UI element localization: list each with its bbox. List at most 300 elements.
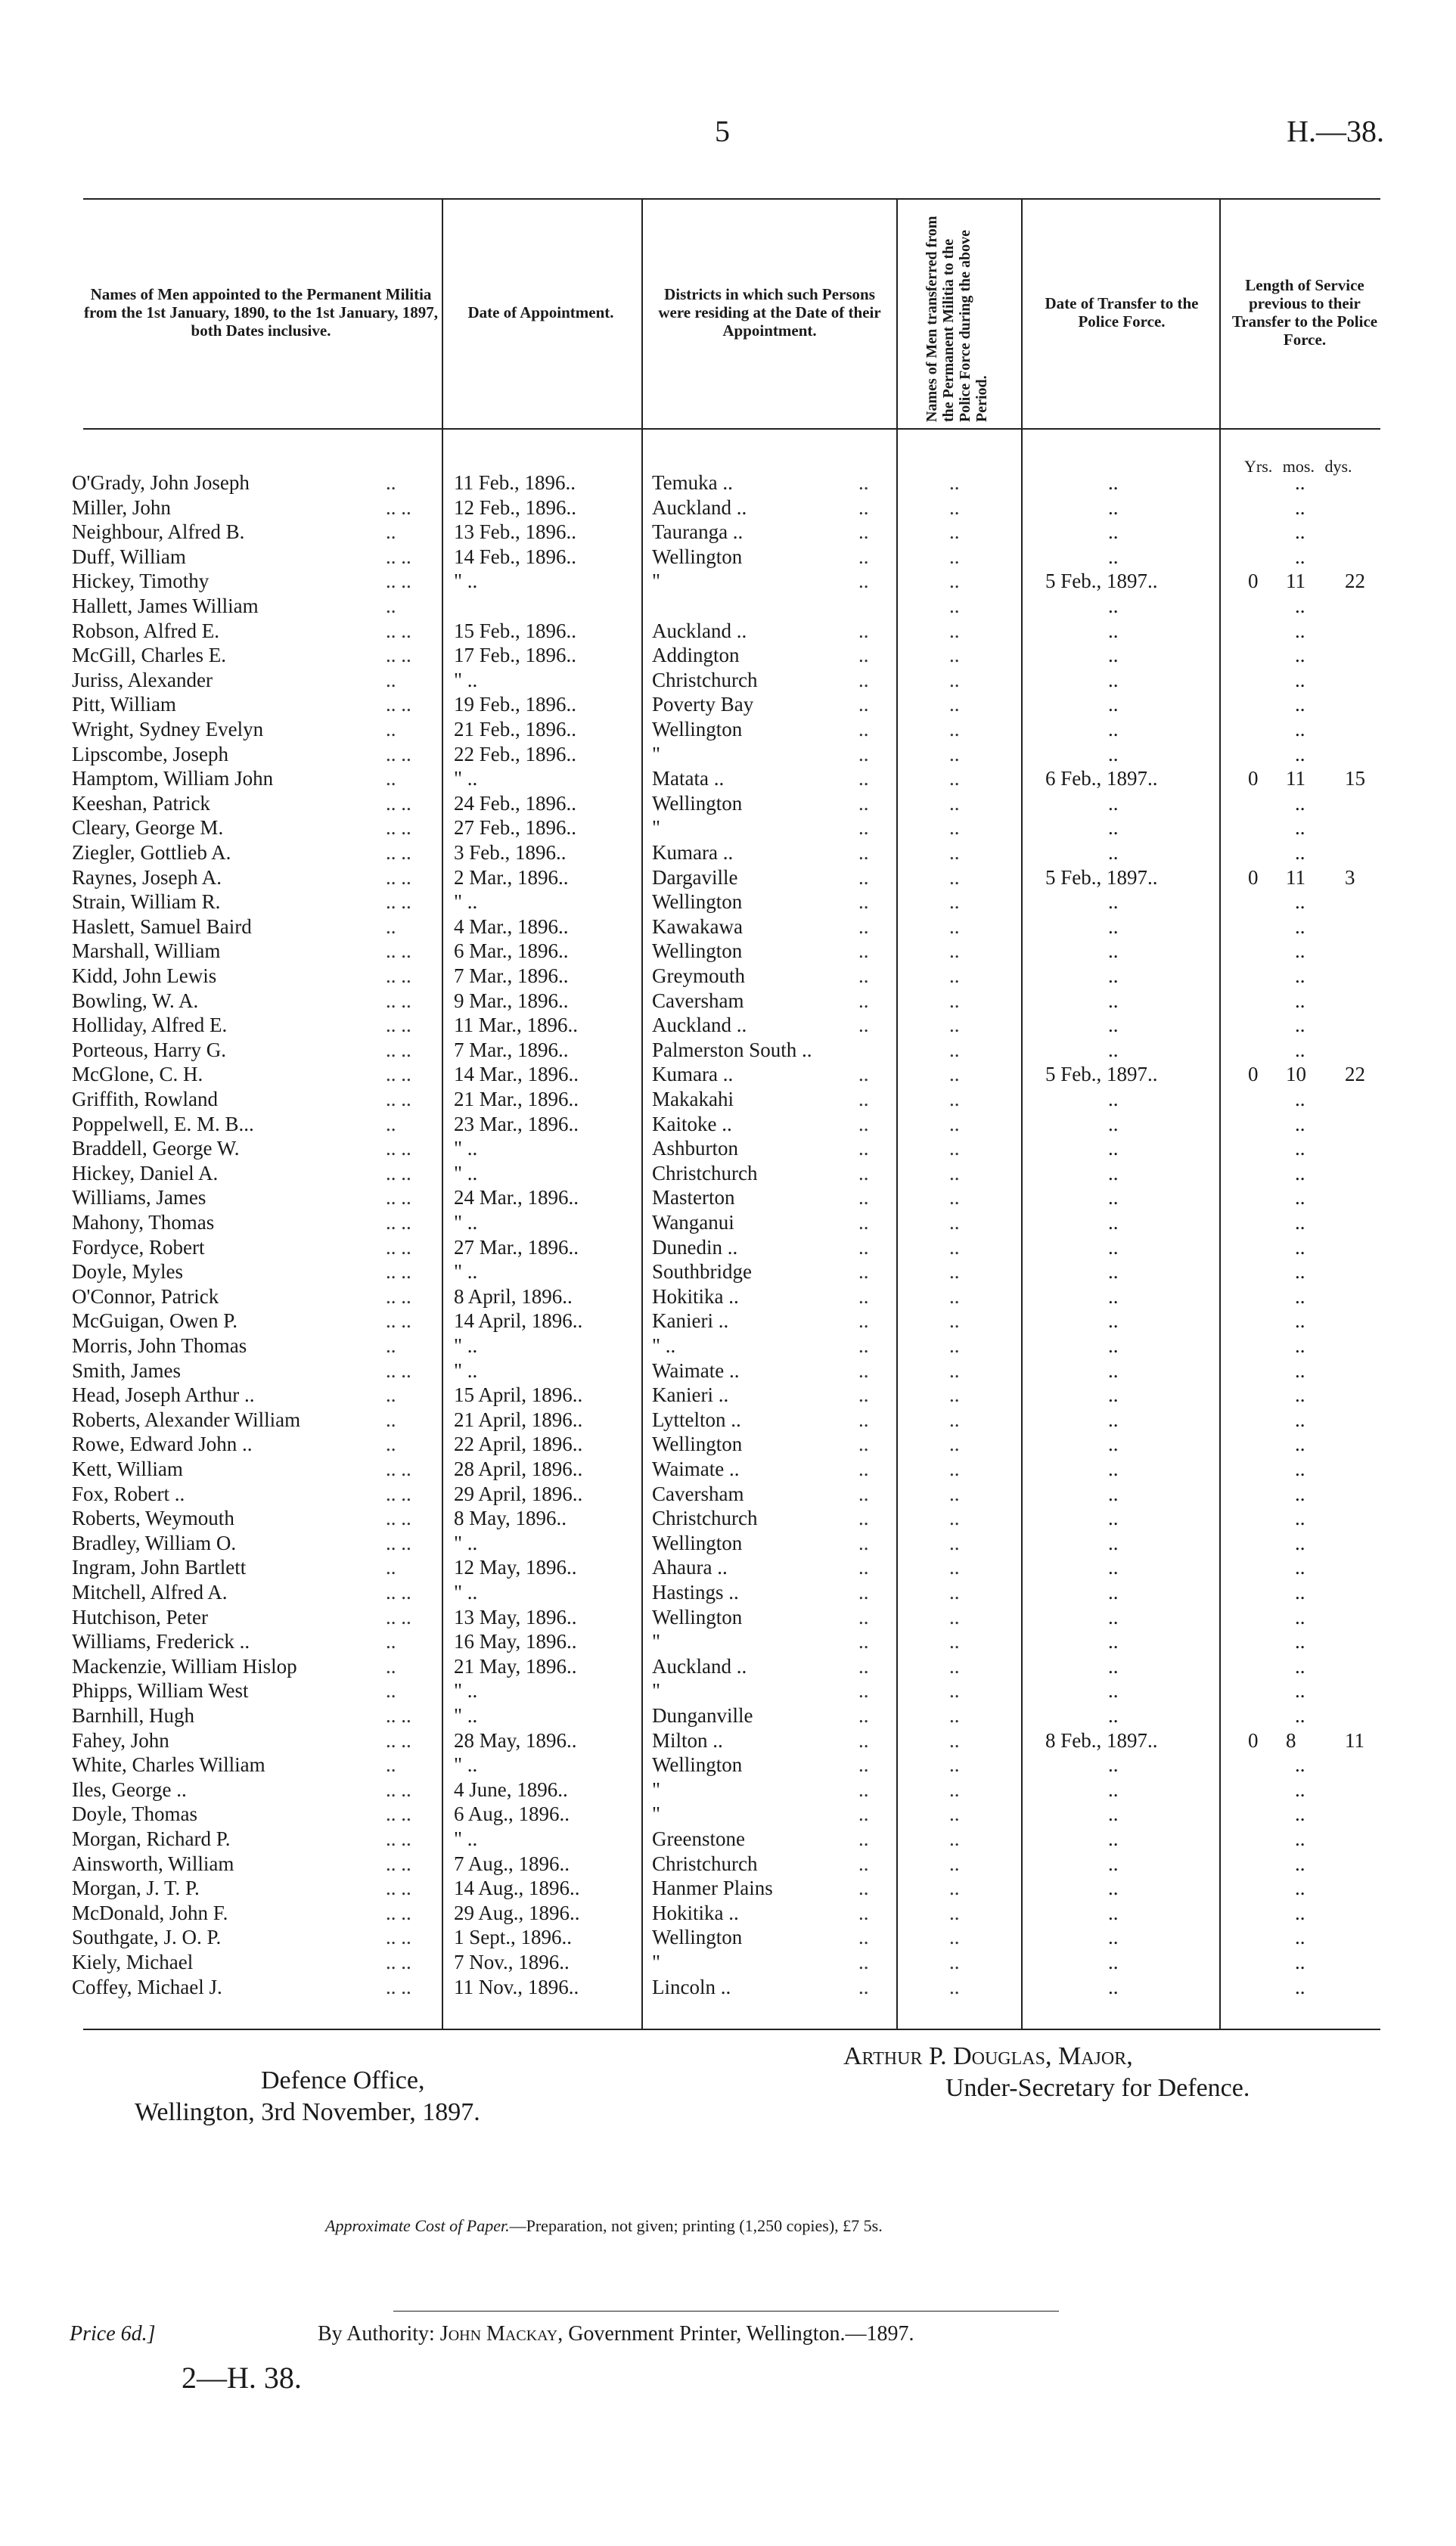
table-row <box>0 1358 1456 1383</box>
leader-dots: .. <box>858 1802 869 1826</box>
transfer-date: 8 Feb., 1897.. <box>1045 1728 1158 1752</box>
person-name: Hallett, James William <box>72 595 259 617</box>
service-years: 0 <box>1248 570 1259 593</box>
appointment-date: " .. <box>454 570 478 593</box>
leader-dots: .. <box>949 471 960 494</box>
district: Kaitoke .. <box>652 1112 732 1135</box>
leader-dots: .. <box>858 1556 869 1579</box>
leader-dots: .. .. <box>386 1827 411 1850</box>
transfer-date: .. <box>1108 1802 1119 1826</box>
district: Kawakawa <box>652 914 743 938</box>
leader-dots: .. <box>858 841 869 864</box>
leader-dots: .. <box>949 1063 960 1086</box>
table-row <box>0 1038 1456 1063</box>
district: Wellington <box>652 1531 743 1554</box>
leader-dots: .. <box>858 1531 869 1554</box>
district: Wellington <box>652 791 743 815</box>
table-row <box>0 1235 1456 1260</box>
leader-dots: .. <box>858 1284 869 1308</box>
leader-dots: .. <box>949 1531 960 1554</box>
appointment-date: 7 Nov., 1896.. <box>454 1951 570 1973</box>
service-months: .. <box>1295 1309 1305 1333</box>
leader-dots: .. <box>858 742 869 765</box>
leader-dots: .. <box>949 1358 960 1382</box>
person-name: Duff, William <box>72 545 186 568</box>
appointment-date: " .. <box>454 1531 478 1554</box>
person-name: McDonald, John F. <box>72 1901 228 1924</box>
transfer-date: .. <box>1108 1827 1119 1850</box>
leader-dots: .. .. <box>386 1605 411 1629</box>
column-header-transferred-wrap <box>896 203 1017 422</box>
person-name: Ingram, John Bartlett <box>72 1556 247 1579</box>
person-name: Raynes, Joseph A. <box>72 865 222 889</box>
leader-dots: .. <box>949 914 960 938</box>
leader-dots: .. <box>858 791 869 815</box>
leader-dots: .. <box>949 1260 960 1284</box>
service-months: .. <box>1295 1827 1305 1850</box>
transfer-date: .. <box>1108 1704 1119 1727</box>
table-row <box>0 742 1456 767</box>
appointment-date: 21 Feb., 1896.. <box>454 718 576 741</box>
service-months: .. <box>1295 1186 1305 1209</box>
table-row <box>0 989 1456 1014</box>
district: Waimate .. <box>652 1358 740 1382</box>
person-name: Keeshan, Patrick <box>72 791 210 815</box>
person-name: Poppelwell, E. M. B... <box>72 1112 254 1135</box>
district: Poverty Bay <box>652 693 754 716</box>
transfer-date: .. <box>1108 890 1119 914</box>
leader-dots: .. <box>949 964 960 987</box>
transfer-date: .. <box>1108 791 1119 815</box>
person-name: McGill, Charles E. <box>72 644 226 667</box>
transfer-date: .. <box>1108 1531 1119 1554</box>
district: Wellington <box>652 1753 743 1777</box>
district: Wellington <box>652 1926 743 1949</box>
service-years: 0 <box>1248 865 1259 889</box>
table-row <box>0 1975 1456 2000</box>
district: Kanieri .. <box>652 1383 729 1407</box>
service-months: .. <box>1295 1235 1305 1259</box>
leader-dots: .. <box>858 644 869 667</box>
appointment-date: 1 Sept., 1896.. <box>454 1926 573 1949</box>
service-months: .. <box>1295 939 1305 963</box>
leader-dots: .. <box>858 718 869 741</box>
leader-dots: .. .. <box>386 1852 411 1875</box>
transfer-date: .. <box>1108 1137 1119 1160</box>
district: Hokitika .. <box>652 1901 739 1924</box>
service-months: .. <box>1295 1630 1305 1653</box>
leader-dots: .. <box>949 1556 960 1579</box>
service-months: .. <box>1295 1679 1305 1703</box>
district: Auckland .. <box>652 619 747 642</box>
leader-dots: .. <box>858 1926 869 1949</box>
leader-dots: .. <box>858 1605 869 1629</box>
leader-dots: .. <box>858 1877 869 1900</box>
person-name: McGlone, C. H. <box>72 1063 203 1086</box>
table-row <box>0 668 1456 693</box>
leader-dots: .. .. <box>386 1926 411 1949</box>
service-months: .. <box>1295 1605 1305 1629</box>
leader-dots: .. <box>949 495 960 519</box>
transfer-date: .. <box>1108 1605 1119 1629</box>
appointment-date: " .. <box>454 1137 478 1160</box>
transfer-date: .. <box>1108 1358 1119 1382</box>
transfer-date: .. <box>1108 1482 1119 1505</box>
transfer-date: 6 Feb., 1897.. <box>1045 767 1158 790</box>
service-months: .. <box>1295 816 1305 840</box>
leader-dots: .. .. <box>386 1186 411 1209</box>
table-row <box>0 1629 1456 1654</box>
district: Wellington <box>652 1433 743 1456</box>
printer-name: John Mackay, <box>439 2322 563 2346</box>
person-name: Barnhill, Hugh <box>72 1704 194 1727</box>
appointment-date: 3 Feb., 1896.. <box>454 841 567 864</box>
leader-dots: .. <box>949 1630 960 1653</box>
district: " <box>652 1778 661 1801</box>
person-name: Roberts, Alexander William <box>72 1408 301 1431</box>
district: Auckland .. <box>652 1014 747 1037</box>
appointment-date: 15 Feb., 1896.. <box>454 619 576 642</box>
table-row <box>0 520 1456 545</box>
appointment-date: " .. <box>454 1704 478 1727</box>
transfer-date: .. <box>1108 1161 1119 1185</box>
person-name: Mackenzie, William Hislop <box>72 1654 297 1678</box>
leader-dots: .. <box>858 1211 869 1234</box>
leader-dots: .. <box>949 841 960 864</box>
leader-dots: .. <box>858 1827 869 1850</box>
leader-dots: .. <box>949 1704 960 1727</box>
person-name: Bradley, William O. <box>72 1531 237 1554</box>
transfer-date: .. <box>1108 1433 1119 1456</box>
leader-dots: .. <box>949 1654 960 1678</box>
leader-dots: .. <box>858 1753 869 1777</box>
service-years: 0 <box>1248 767 1259 790</box>
leader-dots: .. .. <box>386 570 411 593</box>
person-name: Porteous, Harry G. <box>72 1038 226 1061</box>
transfer-date: 5 Feb., 1897.. <box>1045 865 1158 889</box>
service-days: 22 <box>1345 1063 1365 1086</box>
person-name: Morgan, J. T. P. <box>72 1877 200 1900</box>
appointment-date: " .. <box>454 767 478 790</box>
district: Wellington <box>652 890 743 914</box>
leader-dots: .. <box>949 1802 960 1826</box>
district: " <box>652 1802 661 1826</box>
transfer-date: .. <box>1108 1877 1119 1900</box>
transfer-date: .. <box>1108 1112 1119 1135</box>
district: Southbridge <box>652 1260 752 1284</box>
district: Kumara .. <box>652 841 734 864</box>
leader-dots: .. <box>858 1728 869 1752</box>
leader-dots: .. <box>949 1309 960 1333</box>
leader-dots: .. <box>386 914 396 938</box>
person-name: Lipscombe, Joseph <box>72 742 228 765</box>
leader-dots: .. <box>949 595 960 617</box>
person-name: Ziegler, Gottlieb A. <box>72 841 231 864</box>
service-months: .. <box>1295 1161 1305 1185</box>
service-months: .. <box>1295 495 1305 519</box>
leader-dots: .. <box>858 1309 869 1333</box>
appointment-date: " .. <box>454 1334 478 1357</box>
leader-dots: .. <box>858 495 869 519</box>
service-days: 3 <box>1345 865 1355 889</box>
service-months: .. <box>1295 1408 1305 1431</box>
table-row <box>0 1852 1456 1877</box>
leader-dots: .. <box>949 1112 960 1135</box>
service-months: .. <box>1295 1112 1305 1135</box>
table-row <box>0 1482 1456 1507</box>
leader-dots: .. .. <box>386 791 411 815</box>
district: Greenstone <box>652 1827 745 1850</box>
transfer-date: .. <box>1108 668 1119 691</box>
appointment-date: 12 May, 1896.. <box>454 1556 577 1579</box>
person-name: Hamptom, William John <box>72 767 274 790</box>
leader-dots: .. <box>858 1014 869 1037</box>
leader-dots: .. <box>949 668 960 691</box>
service-months: .. <box>1295 1556 1305 1579</box>
appointment-date: 21 Mar., 1896.. <box>454 1088 579 1110</box>
transfer-date: .. <box>1108 1334 1119 1357</box>
service-months: .. <box>1295 1852 1305 1875</box>
appointment-date: " .. <box>454 1161 478 1185</box>
appointment-date: 7 Mar., 1896.. <box>454 964 569 987</box>
person-name: Hickey, Timothy <box>72 570 210 593</box>
leader-dots: .. .. <box>386 964 411 987</box>
table-row <box>0 569 1456 594</box>
district: Masterton <box>652 1186 735 1209</box>
leader-dots: .. .. <box>386 644 411 667</box>
transfer-date: .. <box>1108 595 1119 617</box>
district: " <box>652 1951 661 1973</box>
leader-dots: .. <box>949 989 960 1012</box>
leader-dots: .. <box>949 1433 960 1456</box>
appointment-date: 29 Aug., 1896.. <box>454 1901 580 1924</box>
leader-dots: .. <box>949 619 960 642</box>
leader-dots: .. <box>949 1753 960 1777</box>
service-months: .. <box>1295 791 1305 815</box>
district: Hokitika .. <box>652 1284 739 1308</box>
leader-dots: .. <box>949 1507 960 1530</box>
service-months: 11 <box>1286 767 1305 790</box>
service-months: .. <box>1295 1654 1305 1678</box>
leader-dots: .. <box>949 1728 960 1752</box>
district: " .. <box>652 1334 676 1357</box>
district: Milton .. <box>652 1728 723 1752</box>
leader-dots: .. <box>386 1334 396 1357</box>
leader-dots: .. .. <box>386 1901 411 1924</box>
leader-dots: .. <box>386 1654 396 1678</box>
leader-dots: .. <box>858 865 869 889</box>
service-months: 10 <box>1286 1063 1306 1086</box>
transfer-date: .. <box>1108 718 1119 741</box>
leader-dots: .. .. <box>386 1704 411 1727</box>
leader-dots: .. <box>858 1161 869 1185</box>
leader-dots: .. <box>858 1137 869 1160</box>
leader-dots: .. .. <box>386 1507 411 1530</box>
leader-dots: .. <box>858 1679 869 1703</box>
district: Lyttelton .. <box>652 1408 741 1431</box>
leader-dots: .. .. <box>386 693 411 716</box>
district: Tauranga .. <box>652 520 744 544</box>
transfer-date: .. <box>1108 495 1119 519</box>
transfer-date: .. <box>1108 1654 1119 1678</box>
table-row <box>0 815 1456 840</box>
person-name: Fox, Robert .. <box>72 1482 185 1505</box>
service-months: .. <box>1295 1778 1305 1801</box>
leader-dots: .. <box>858 1630 869 1653</box>
leader-dots: .. <box>949 767 960 790</box>
transfer-date: .. <box>1108 1211 1119 1234</box>
leader-dots: .. <box>858 816 869 840</box>
service-months: .. <box>1295 1507 1305 1530</box>
service-months: .. <box>1295 520 1305 544</box>
person-name: Neighbour, Alfred B. <box>72 520 245 544</box>
person-name: Mahony, Thomas <box>72 1211 215 1234</box>
table-row <box>0 1580 1456 1605</box>
leader-dots: .. <box>949 1482 960 1505</box>
appointment-date: 6 Aug., 1896.. <box>454 1802 570 1826</box>
transfer-date: .. <box>1108 693 1119 716</box>
transfer-date: .. <box>1108 1901 1119 1924</box>
leader-dots: .. <box>858 1852 869 1875</box>
transfer-date: 5 Feb., 1897.. <box>1045 1063 1158 1086</box>
leader-dots: .. <box>949 1161 960 1185</box>
leader-dots: .. .. <box>386 1284 411 1308</box>
leader-dots: .. <box>949 791 960 815</box>
service-months: .. <box>1295 1951 1305 1973</box>
district: Hanmer Plains <box>652 1877 773 1900</box>
transfer-date: .. <box>1108 1260 1119 1284</box>
person-name: Kiely, Michael <box>72 1951 194 1973</box>
leader-dots: .. <box>949 570 960 593</box>
leader-dots: .. <box>949 742 960 765</box>
leader-dots: .. <box>949 1235 960 1259</box>
leader-dots: .. <box>858 1186 869 1209</box>
leader-dots: .. .. <box>386 989 411 1012</box>
transfer-date: .. <box>1108 1235 1119 1259</box>
person-name: Ainsworth, William <box>72 1852 234 1875</box>
transfer-date: .. <box>1108 964 1119 987</box>
transfer-date: .. <box>1108 1926 1119 1949</box>
person-name: O'Grady, John Joseph <box>72 471 250 494</box>
district: Wellington <box>652 718 743 741</box>
service-months: .. <box>1295 989 1305 1012</box>
appointment-date: 8 April, 1896.. <box>454 1284 573 1308</box>
person-name: Iles, George .. <box>72 1778 187 1801</box>
leader-dots: .. <box>949 1383 960 1407</box>
service-months: .. <box>1295 1334 1305 1357</box>
table-row <box>0 594 1456 619</box>
column-header-transfer-date: Date of Transfer to the Police Force. <box>1045 294 1199 331</box>
person-name: McGuigan, Owen P. <box>72 1309 237 1333</box>
leader-dots: .. .. <box>386 1531 411 1554</box>
person-name: Williams, James <box>72 1186 206 1209</box>
leader-dots: .. <box>858 989 869 1012</box>
transfer-date: .. <box>1108 1383 1119 1407</box>
table-row <box>0 717 1456 742</box>
service-months: .. <box>1295 964 1305 987</box>
service-years: 0 <box>1248 1728 1259 1752</box>
leader-dots: .. .. <box>386 545 411 568</box>
service-months: .. <box>1295 1211 1305 1234</box>
person-name: Phipps, William West <box>72 1679 249 1703</box>
transfer-date: .. <box>1108 989 1119 1012</box>
leader-dots: .. <box>949 1334 960 1357</box>
leader-dots: .. .. <box>386 1951 411 1973</box>
leader-dots: .. <box>949 1186 960 1209</box>
appointment-date: 13 Feb., 1896.. <box>454 520 576 544</box>
appointment-date: 24 Mar., 1896.. <box>454 1186 579 1209</box>
leader-dots: .. <box>949 644 960 667</box>
person-name: Morris, John Thomas <box>72 1334 247 1357</box>
sheet-reference: 2—H. 38. <box>182 2361 302 2395</box>
table-row <box>0 964 1456 989</box>
table-row <box>0 1506 1456 1531</box>
leader-dots: .. <box>858 1482 869 1505</box>
table-row <box>0 1136 1456 1161</box>
service-months: .. <box>1295 718 1305 741</box>
appointment-date: 27 Feb., 1896.. <box>454 816 576 840</box>
leader-dots: .. <box>949 1679 960 1703</box>
table-row <box>0 545 1456 570</box>
leader-dots: .. <box>949 1778 960 1801</box>
leader-dots: .. <box>858 939 869 963</box>
appointment-date: " .. <box>454 668 478 691</box>
district: Makakahi <box>652 1088 734 1110</box>
leader-dots: .. <box>858 1704 869 1727</box>
column-header-districts: Districts in which such Persons were residing at the Date of their Appointment. <box>658 285 881 340</box>
person-name: Mitchell, Alfred A. <box>72 1581 228 1604</box>
district: Dargaville <box>652 865 738 889</box>
transfer-date: .. <box>1108 520 1119 544</box>
table-row <box>0 692 1456 717</box>
table-row <box>0 1334 1456 1358</box>
district: Kanieri .. <box>652 1309 729 1333</box>
table-row <box>0 766 1456 791</box>
table-row <box>0 1408 1456 1433</box>
district: Temuka .. <box>652 471 733 494</box>
leader-dots: .. <box>858 1901 869 1924</box>
service-months: .. <box>1295 1704 1305 1727</box>
service-months: .. <box>1295 1975 1305 1998</box>
leader-dots: .. <box>949 865 960 889</box>
service-months: .. <box>1295 1926 1305 1949</box>
leader-dots: .. <box>949 718 960 741</box>
transfer-date: .. <box>1108 1975 1119 1998</box>
appointment-date: 17 Feb., 1896.. <box>454 644 576 667</box>
district: " <box>652 570 661 593</box>
appointment-date: 16 May, 1896.. <box>454 1630 577 1653</box>
transfer-date: .. <box>1108 742 1119 765</box>
transfer-date: .. <box>1108 1679 1119 1703</box>
table-row <box>0 643 1456 668</box>
cost-note <box>325 2216 883 2236</box>
table-row <box>0 1728 1456 1753</box>
person-name: Morgan, Richard P. <box>72 1827 231 1850</box>
person-name: White, Charles William <box>72 1753 265 1777</box>
table-row <box>0 1555 1456 1580</box>
leader-dots: .. <box>386 1630 396 1653</box>
district: Addington <box>652 644 740 667</box>
transfer-date: .. <box>1108 1038 1119 1061</box>
leader-dots: .. <box>949 1951 960 1973</box>
transfer-date: .. <box>1108 619 1119 642</box>
service-months: .. <box>1295 693 1305 716</box>
service-months: 11 <box>1286 865 1305 889</box>
column-header-service-length: Length of Service previous to their Transfer to the Police Force. <box>1231 276 1378 349</box>
transfer-date: .. <box>1108 816 1119 840</box>
person-name: Smith, James <box>72 1358 182 1382</box>
leader-dots: .. <box>858 545 869 568</box>
